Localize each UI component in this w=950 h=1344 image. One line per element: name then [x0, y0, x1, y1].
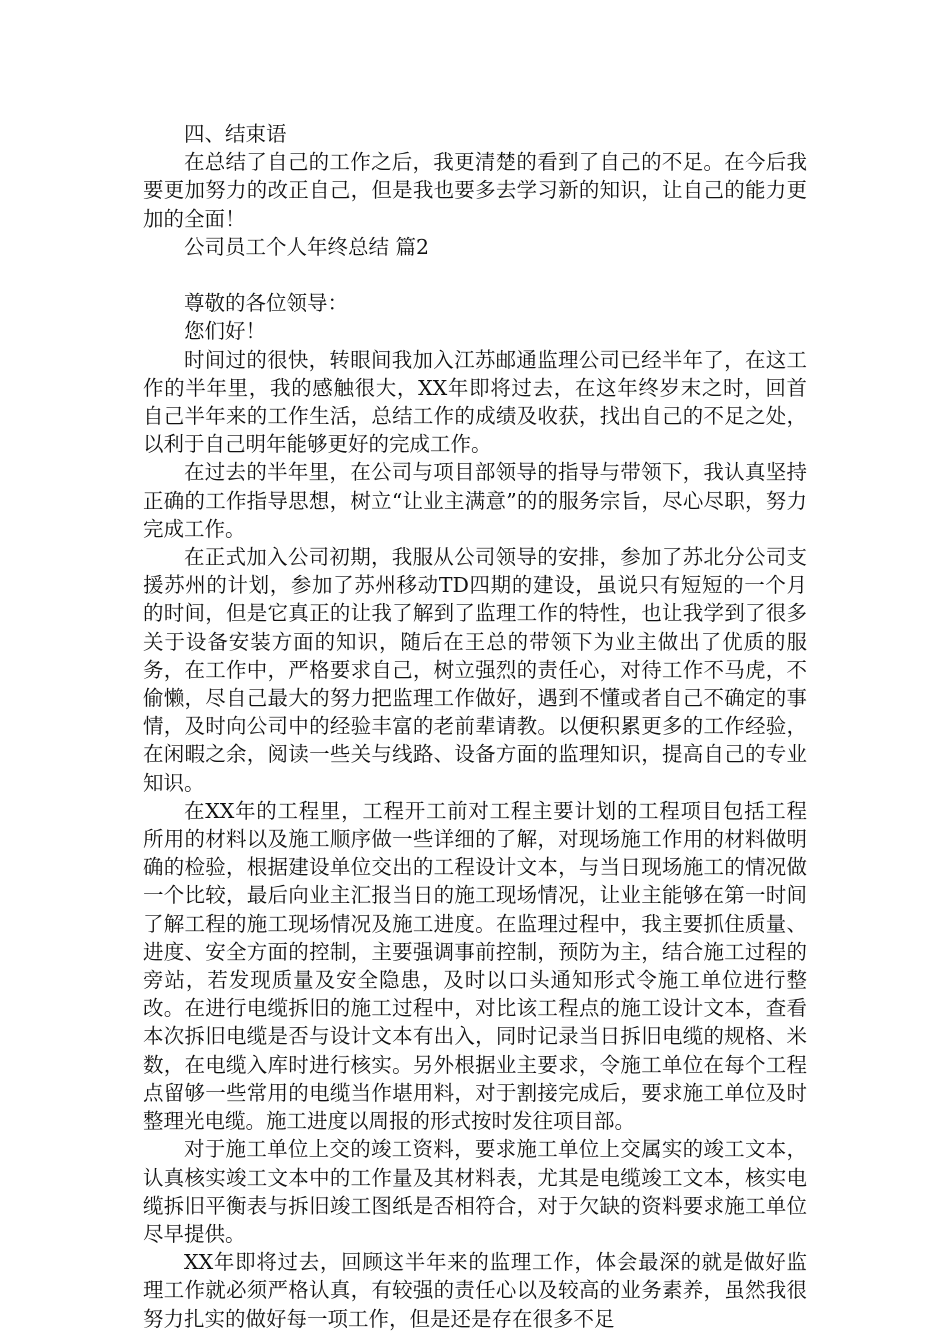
body-paragraph: 在正式加入公司初期，我服从公司领导的安排，参加了苏北分公司支援苏州的计划，参加了苏州移动TD四期的建设，虽说只有短短的一个月的时间，但是它真正的让我了解到了监理工作的特性，也让我学到了很多关于设备安装方面的知识，随后在王总的带领下为业主做出了优质的服务，在工作中，严格要求自己，树立强烈的责任心，对待工作不马虎，不偷懒，尽自己最大的努力把监理工作做好，遇到不懂或者自己不确定的事情，及时向公司中的经验丰富的老前辈请教。以便积累更多的工作经验，在闲暇之余，阅读一些关与线路、设备方面的监理知识，提高自己的专业知识。: [143, 545, 807, 795]
closing-paragraph: 在总结了自己的工作之后，我更清楚的看到了自己的不足。在今后我要更加努力的改正自己，但是我也要多去学习新的知识，让自己的能力更加的全面！: [143, 150, 807, 231]
greeting: 您们好！: [184, 319, 266, 344]
body-paragraph: 时间过的很快，转眼间我加入江苏邮通监理公司已经半年了，在这工作的半年里，我的感触很大，XX年即将过去，在这年终岁末之时，回首自己半年来的工作生活，总结工作的成绩及收获，找出自己的不足之处，以利于自己明年能够更好的完成工作。: [143, 347, 807, 457]
section-title: 公司员工个人年终总结 篇2: [184, 234, 430, 259]
blank-line: [143, 261, 807, 289]
salutation: 尊敬的各位领导：: [184, 291, 348, 316]
section-heading: 四、结束语: [184, 122, 287, 146]
document-body: [143, 120, 807, 1333]
body-paragraph: 在XX年的工程里，工程开工前对工程主要计划的工程项目包括工程所用的材料以及施工顺序做一些详细的了解，对现场施工作用的材料做明确的检验，根据建设单位交出的工程设计文本，与当日现场施工的情况做一个比较，最后向业主汇报当日的施工现场情况，让业主能够在第一时间了解工程的施工现场情况及施工进度。在监理过程中，我主要抓住质量、进度、安全方面的控制，主要强调事前控制，预防为主，结合施工过程的旁站，若发现质量及安全隐患，及时以口头通知形式令施工单位进行整改。在进行电缆拆旧的施工过程中，对比该工程点的施工设计文本，查看本次拆旧电缆是否与设计文本有出入，同时记录当日拆旧电缆的规格、米数，在电缆入库时进行核实。另外根据业主要求，令施工单位在每个工程点留够一些常用的电缆当作堪用料，对于割接完成后，要求施工单位及时整理光电缆。施工进度以周报的形式按时发往项目部。: [143, 798, 807, 1134]
body-paragraph: XX年即将过去，回顾这半年来的监理工作，体会最深的就是做好监理工作就必须严格认真，有较强的责任心以及较高的业务素养，虽然我很努力扎实的做好每一项工作，但是还是存在很多不足: [143, 1250, 807, 1331]
body-paragraph: 在过去的半年里，在公司与项目部领导的指导与带领下，我认真坚持正确的工作指导思想，树立“让业主满意”的的服务宗旨，尽心尽职，努力完成工作。: [143, 460, 807, 541]
body-paragraph: 对于施工单位上交的竣工资料，要求施工单位上交属实的竣工文本，认真核实竣工文本中的工作量及其材料表，尤其是电缆竣工文本，核实电缆拆旧平衡表与拆旧竣工图纸是否相符合，对于欠缺的资料要求施工单位尽早提供。: [143, 1137, 807, 1246]
